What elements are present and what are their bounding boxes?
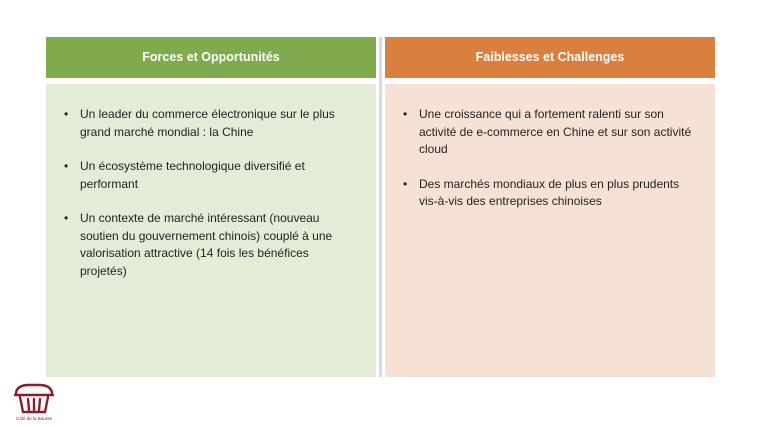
weaknesses-body <box>385 84 715 377</box>
list-item-text: Un contexte de marché intéressant (nouveau soutien du gouvernement chinois) couplé à une valorisation attractive (14 fois les bénéfices projetés) <box>80 211 333 278</box>
strengths-title: Forces et Opportunités <box>142 50 280 64</box>
list-item <box>64 210 354 280</box>
list-item-text: Un leader du commerce électronique sur le plus grand marché mondial : la Chine <box>80 107 335 139</box>
list-item <box>403 106 693 159</box>
trash-can-icon <box>12 380 56 416</box>
logo <box>12 380 56 424</box>
strengths-panel <box>46 37 376 377</box>
list-item-text: Une croissance qui a fortement ralenti sur son activité de e-commerce en Chine et sur son activité cloud <box>419 107 692 156</box>
weaknesses-title: Faiblesses et Challenges <box>475 50 625 64</box>
list-item <box>64 106 354 141</box>
weaknesses-header <box>385 37 715 78</box>
weaknesses-list <box>403 106 693 211</box>
list-item <box>64 158 354 193</box>
bullet: • <box>64 159 69 173</box>
bullet: • <box>403 176 408 191</box>
strengths-body <box>46 84 376 377</box>
logo-text: Café de la Bourse <box>15 416 53 421</box>
bullet: • <box>64 107 69 121</box>
list-item <box>403 176 693 211</box>
strengths-list <box>64 106 354 280</box>
list-item-text: Des marchés mondiaux de plus en plus prudents vis-à-vis des entreprises chinoises <box>419 176 680 208</box>
panel-divider <box>379 37 382 377</box>
weaknesses-panel <box>385 37 715 377</box>
bullet: • <box>403 107 408 121</box>
strengths-header <box>46 37 376 78</box>
bullet: • <box>64 211 69 225</box>
list-item-text: Un écosystème technologique diversifié et performant <box>80 159 305 191</box>
